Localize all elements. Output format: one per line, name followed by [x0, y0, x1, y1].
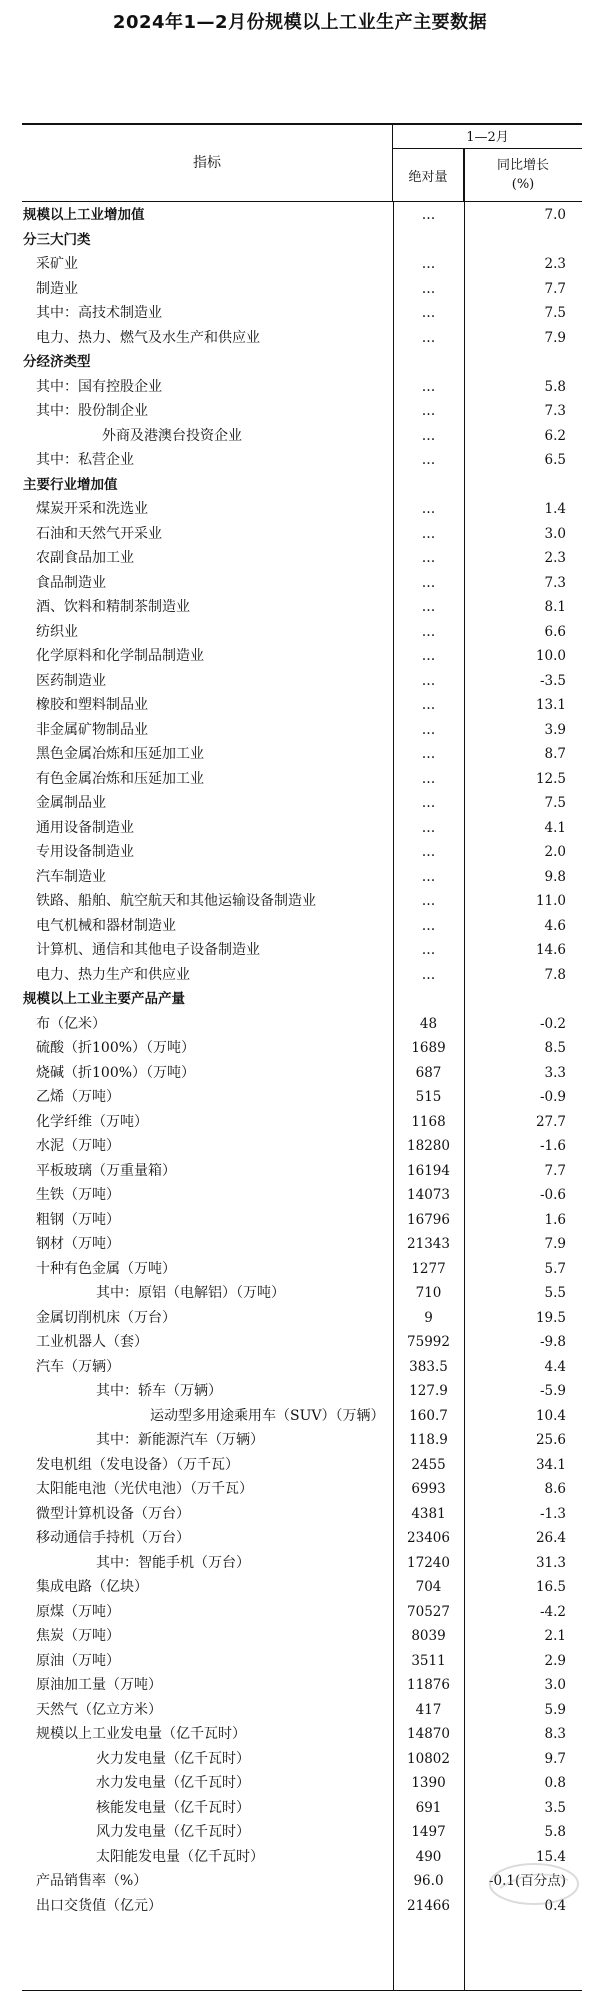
row-yoy-value: 8.7	[544, 746, 566, 762]
row-absolute-value: 4381	[411, 1505, 446, 1522]
row-absolute-value: 1168	[411, 1113, 446, 1130]
row-yoy-value: 4.1	[544, 819, 566, 836]
row-indicator: 有色金属冶炼和压延加工业	[36, 770, 204, 787]
table-row	[22, 1747, 582, 1772]
page-title: 2024年1—2月份规模以上工业生产主要数据	[112, 12, 488, 33]
row-yoy-value: -1.3	[539, 1505, 566, 1522]
row-absolute-value: …	[421, 427, 436, 444]
row-absolute-value: …	[421, 403, 436, 419]
row-absolute-value: 515	[415, 1089, 442, 1105]
row-yoy-value: 8.6	[544, 1481, 566, 1497]
row-indicator: 布（亿米）	[36, 1015, 106, 1032]
table-row	[22, 1600, 582, 1625]
row-absolute-value: 691	[415, 1799, 442, 1816]
row-indicator: 焦炭（万吨）	[36, 1628, 120, 1644]
row-indicator: 钢材（万吨）	[36, 1236, 120, 1252]
table-row	[22, 1649, 582, 1674]
row-indicator: 电气机械和器材制造业	[36, 917, 176, 934]
row-indicator: 主要行业增加值	[23, 476, 118, 493]
table-row	[22, 1183, 582, 1208]
row-absolute-value: 10802	[407, 1750, 450, 1767]
row-yoy-value: 3.0	[544, 1677, 566, 1693]
table-row	[22, 1404, 582, 1429]
table-row	[22, 252, 582, 277]
row-absolute-value: 127.9	[409, 1383, 448, 1399]
table-row	[22, 326, 582, 351]
table-row	[22, 620, 582, 645]
row-yoy-value: -0.2	[539, 1015, 566, 1032]
section-row	[22, 203, 582, 228]
row-yoy-value: 1.6	[544, 1211, 566, 1228]
row-absolute-value: …	[421, 329, 436, 346]
row-yoy-value: 7.7	[544, 1162, 566, 1179]
row-absolute-value: …	[421, 207, 436, 223]
row-absolute-value: …	[421, 525, 436, 542]
row-yoy-value: 8.1	[544, 599, 566, 615]
row-indicator: 分经济类型	[23, 354, 91, 370]
section-row	[22, 228, 582, 253]
row-indicator: 出口交货值（亿元）	[36, 1897, 162, 1914]
table-row	[22, 1575, 582, 1600]
section-row	[22, 987, 582, 1012]
row-indicator: 其中：国有控股企业	[36, 378, 162, 395]
row-absolute-value: 383.5	[409, 1358, 448, 1375]
row-indicator: 酒、饮料和精制茶制造业	[36, 599, 190, 615]
row-indicator: 制造业	[36, 280, 78, 297]
row-absolute-value: …	[421, 893, 436, 909]
row-yoy-value: 7.5	[544, 795, 566, 811]
row-yoy-value: 11.0	[535, 893, 566, 909]
row-indicator: 橡胶和塑料制品业	[36, 697, 148, 713]
table-row	[22, 277, 582, 302]
table-row	[22, 522, 582, 547]
row-indicator: 石油和天然气开采业	[36, 525, 162, 542]
row-absolute-value: …	[421, 550, 436, 566]
row-yoy-value: 2.9	[544, 1652, 566, 1669]
row-yoy-value: 7.3	[544, 574, 566, 591]
row-yoy-value: 8.3	[544, 1726, 566, 1742]
row-indicator: 原油（万吨）	[36, 1652, 120, 1669]
row-absolute-value: 1277	[411, 1260, 446, 1277]
row-indicator: 其中：新能源汽车（万辆）	[96, 1432, 264, 1448]
table-row	[22, 1330, 582, 1355]
row-indicator: 化学原料和化学制品制造业	[36, 648, 204, 664]
watermark-logo	[486, 1858, 582, 1910]
table-row	[22, 1208, 582, 1233]
row-absolute-value: 14870	[407, 1726, 450, 1742]
table-row	[22, 1134, 582, 1159]
row-yoy-value: 7.7	[544, 280, 566, 297]
row-yoy-value: 7.9	[544, 329, 566, 346]
row-indicator: 原油加工量（万吨）	[36, 1677, 162, 1693]
row-absolute-value: 6993	[411, 1481, 446, 1497]
table-row	[22, 840, 582, 865]
row-yoy-value: 3.9	[544, 721, 566, 738]
table-row	[22, 1502, 582, 1527]
row-yoy-value: -0.6	[539, 1187, 566, 1203]
row-indicator: 火力发电量（亿千瓦时）	[96, 1750, 250, 1767]
row-yoy-value: 5.9	[544, 1701, 566, 1718]
row-absolute-value: …	[421, 672, 436, 689]
row-absolute-value: 11876	[407, 1677, 450, 1693]
row-absolute-value: …	[421, 256, 436, 272]
row-indicator: 生铁（万吨）	[36, 1187, 120, 1203]
table-body	[22, 203, 582, 1918]
row-indicator: 纺织业	[36, 623, 78, 640]
table-row	[22, 1428, 582, 1453]
row-indicator: 平板玻璃（万重量箱）	[36, 1162, 176, 1179]
table-row	[22, 1698, 582, 1723]
row-yoy-value: 15.4	[535, 1848, 566, 1865]
row-absolute-value: …	[421, 721, 436, 738]
row-absolute-value: …	[421, 305, 436, 321]
row-yoy-value: 7.3	[544, 403, 566, 419]
table-row	[22, 1771, 582, 1796]
row-yoy-value: -4.2	[539, 1603, 566, 1620]
table-row	[22, 1281, 582, 1306]
row-absolute-value: 75992	[407, 1334, 450, 1350]
row-yoy-value: 3.0	[544, 525, 566, 542]
row-yoy-value: 10.0	[535, 648, 566, 664]
row-yoy-value: 25.6	[535, 1432, 566, 1448]
row-absolute-value: …	[421, 770, 436, 787]
header-yoy-unit: (%)	[511, 177, 535, 192]
table-row	[22, 424, 582, 449]
row-yoy-value: 9.8	[544, 868, 566, 885]
row-indicator: 农副食品加工业	[36, 550, 134, 566]
table-row	[22, 1796, 582, 1821]
row-yoy-value: 4.4	[544, 1358, 566, 1375]
row-absolute-value: 1689	[411, 1040, 446, 1056]
table-row	[22, 1355, 582, 1380]
row-yoy-value: 5.7	[544, 1260, 566, 1277]
row-indicator: 汽车（万辆）	[36, 1358, 120, 1375]
table-row	[22, 1061, 582, 1086]
row-absolute-value: …	[421, 746, 436, 762]
row-indicator: 水力发电量（亿千瓦时）	[96, 1775, 250, 1791]
row-indicator: 十种有色金属（万吨）	[36, 1260, 176, 1277]
table-row	[22, 571, 582, 596]
row-indicator: 烧碱（折100%）（万吨）	[36, 1064, 196, 1081]
row-indicator: 其中：股份制企业	[36, 403, 148, 419]
row-absolute-value: …	[421, 868, 436, 885]
row-absolute-value: 687	[415, 1064, 442, 1081]
row-absolute-value: …	[421, 599, 436, 615]
header-yoy-label: 同比增长	[496, 158, 549, 173]
row-yoy-value: -9.8	[539, 1334, 566, 1350]
row-indicator: 太阳能电池（光伏电池）（万千瓦）	[36, 1481, 253, 1497]
row-yoy-value: 6.5	[544, 452, 566, 468]
table-row	[22, 718, 582, 743]
row-indicator: 金属制品业	[36, 795, 106, 811]
row-indicator: 其中：智能手机（万台）	[96, 1554, 250, 1571]
table-row	[22, 595, 582, 620]
row-indicator: 粗钢（万吨）	[36, 1211, 120, 1228]
row-yoy-value: 2.1	[544, 1628, 566, 1644]
row-indicator: 产品销售率（%）	[36, 1873, 148, 1889]
row-yoy-value: 7.0	[544, 207, 566, 223]
row-indicator: 水泥（万吨）	[36, 1138, 120, 1154]
row-indicator: 专用设备制造业	[36, 844, 134, 860]
table-row	[22, 938, 582, 963]
row-yoy-value: -0.9	[539, 1089, 566, 1105]
table-row	[22, 1722, 582, 1747]
row-absolute-value: …	[421, 819, 436, 836]
row-absolute-value: 14073	[407, 1187, 450, 1203]
row-yoy-value: 8.5	[544, 1040, 566, 1056]
row-indicator: 煤炭开采和洗选业	[36, 501, 148, 517]
row-indicator: 硫酸（折100%）（万吨）	[36, 1040, 196, 1056]
row-absolute-value: 21466	[407, 1897, 450, 1914]
row-indicator: 规模以上工业增加值	[23, 207, 145, 223]
row-indicator: 铁路、船舶、航空航天和其他运输设备制造业	[36, 893, 316, 909]
header-absolute: 绝对量	[393, 149, 464, 201]
section-row	[22, 350, 582, 375]
table-row	[22, 497, 582, 522]
row-indicator: 移动通信手持机（万台）	[36, 1530, 190, 1546]
row-absolute-value: …	[421, 648, 436, 664]
row-absolute-value: 160.7	[409, 1407, 448, 1424]
header-rule	[22, 201, 582, 202]
row-yoy-value: 26.4	[535, 1530, 566, 1546]
row-absolute-value: …	[421, 280, 436, 297]
header-yoy	[464, 149, 582, 201]
row-absolute-value: 417	[415, 1701, 442, 1718]
row-absolute-value: 48	[419, 1015, 438, 1032]
row-absolute-value: 9	[424, 1309, 433, 1326]
row-absolute-value: 17240	[407, 1554, 450, 1571]
row-indicator: 化学纤维（万吨）	[36, 1113, 148, 1130]
table-row	[22, 1551, 582, 1576]
row-yoy-value: 5.5	[544, 1285, 566, 1301]
row-yoy-value: 16.5	[535, 1579, 566, 1595]
row-indicator: 计算机、通信和其他电子设备制造业	[36, 942, 260, 958]
row-absolute-value: …	[421, 917, 436, 934]
row-yoy-value: -3.5	[539, 672, 566, 689]
row-yoy-value: 27.7	[535, 1113, 566, 1130]
table-row	[22, 448, 582, 473]
table-row	[22, 1257, 582, 1282]
table-row	[22, 1306, 582, 1331]
table-header	[22, 123, 582, 201]
row-yoy-value: 6.2	[544, 427, 566, 444]
table-row	[22, 816, 582, 841]
row-yoy-value: 19.5	[535, 1309, 566, 1326]
row-absolute-value: …	[421, 697, 436, 713]
section-row	[22, 473, 582, 498]
table-row	[22, 914, 582, 939]
row-indicator: 其中：原铝（电解铝）（万吨）	[96, 1285, 285, 1301]
row-indicator: 金属切削机床（万台）	[36, 1309, 176, 1326]
row-indicator: 规模以上工业主要产品产量	[23, 991, 185, 1007]
table-row	[22, 1453, 582, 1478]
row-indicator: 外商及港澳台投资企业	[102, 427, 242, 444]
row-yoy-value: -0.1(百分点)	[488, 1873, 566, 1889]
row-absolute-value: …	[421, 795, 436, 811]
row-yoy-value: 14.6	[535, 942, 566, 958]
row-yoy-value: 0.4	[544, 1897, 566, 1914]
row-absolute-value: 1390	[411, 1775, 446, 1791]
table-row	[22, 301, 582, 326]
table-row	[22, 644, 582, 669]
row-absolute-value: …	[421, 452, 436, 468]
row-absolute-value: …	[421, 501, 436, 517]
row-indicator: 电力、热力生产和供应业	[36, 966, 190, 983]
row-absolute-value: …	[421, 844, 436, 860]
table-row	[22, 1159, 582, 1184]
header-indicator: 指标	[22, 123, 393, 201]
row-yoy-value: 5.8	[544, 378, 566, 395]
row-absolute-value: …	[421, 574, 436, 591]
row-yoy-value: 4.6	[544, 917, 566, 934]
table-row	[22, 1036, 582, 1061]
row-indicator: 分三大门类	[23, 231, 91, 248]
row-yoy-value: 10.4	[535, 1407, 566, 1424]
table-row	[22, 1379, 582, 1404]
row-yoy-value: 2.0	[544, 844, 566, 860]
row-absolute-value: 16796	[407, 1211, 450, 1228]
table-row	[22, 546, 582, 571]
row-yoy-value: -5.9	[539, 1383, 566, 1399]
row-absolute-value: …	[421, 966, 436, 983]
row-indicator: 汽车制造业	[36, 868, 106, 885]
table-row	[22, 375, 582, 400]
table-row	[22, 889, 582, 914]
table-row	[22, 1526, 582, 1551]
row-yoy-value: 31.3	[535, 1554, 566, 1571]
row-indicator: 微型计算机设备（万台）	[36, 1505, 190, 1522]
row-indicator: 采矿业	[36, 256, 78, 272]
table-row	[22, 399, 582, 424]
row-yoy-value: 5.8	[544, 1824, 566, 1840]
row-absolute-value: 1497	[411, 1824, 446, 1840]
row-absolute-value: 118.9	[409, 1432, 448, 1448]
row-yoy-value: 34.1	[535, 1456, 566, 1473]
row-indicator: 规模以上工业发电量（亿千瓦时）	[36, 1726, 246, 1742]
row-absolute-value: …	[421, 942, 436, 958]
row-indicator: 运动型多用途乘用车（SUV）（万辆）	[150, 1407, 385, 1424]
table-row	[22, 963, 582, 988]
row-absolute-value: 70527	[407, 1603, 450, 1620]
row-indicator: 风力发电量（亿千瓦时）	[96, 1824, 250, 1840]
table-row	[22, 1232, 582, 1257]
row-indicator: 天然气（亿立方米）	[36, 1701, 162, 1718]
table-row	[22, 1477, 582, 1502]
row-indicator: 电力、热力、燃气及水生产和供应业	[36, 329, 260, 346]
row-absolute-value: …	[421, 378, 436, 395]
table-row	[22, 1673, 582, 1698]
row-absolute-value: 490	[415, 1848, 442, 1865]
row-absolute-value: 23406	[407, 1530, 450, 1546]
row-absolute-value: 21343	[407, 1236, 450, 1252]
table-row	[22, 693, 582, 718]
table-row	[22, 791, 582, 816]
row-yoy-value: 2.3	[544, 550, 566, 566]
row-absolute-value: 3511	[411, 1652, 446, 1669]
row-indicator: 其中：高技术制造业	[36, 305, 162, 321]
row-yoy-value: 7.5	[544, 305, 566, 321]
row-indicator: 食品制造业	[36, 574, 106, 591]
table-row	[22, 1085, 582, 1110]
row-indicator: 非金属矿物制品业	[36, 721, 148, 738]
row-indicator: 核能发电量（亿千瓦时）	[96, 1799, 250, 1816]
row-absolute-value: 710	[415, 1285, 442, 1301]
row-indicator: 其中：私营企业	[36, 452, 134, 468]
header-period: 1—2月	[393, 123, 582, 149]
row-indicator: 太阳能发电量（亿千瓦时）	[96, 1848, 264, 1865]
row-indicator: 发电机组（发电设备）（万千瓦）	[36, 1456, 239, 1473]
row-indicator: 集成电路（亿块）	[36, 1579, 148, 1595]
row-yoy-value: -1.6	[539, 1138, 566, 1154]
table-row	[22, 1012, 582, 1037]
table-row	[22, 1624, 582, 1649]
row-absolute-value: 2455	[411, 1456, 446, 1473]
table-row	[22, 1110, 582, 1135]
row-indicator: 原煤（万吨）	[36, 1603, 120, 1620]
table-row	[22, 865, 582, 890]
row-indicator: 其中：轿车（万辆）	[96, 1383, 222, 1399]
row-absolute-value: 96.0	[413, 1873, 444, 1889]
row-yoy-value: 12.5	[535, 770, 566, 787]
row-yoy-value: 7.8	[544, 966, 566, 983]
row-indicator: 黑色金属冶炼和压延加工业	[36, 746, 204, 762]
table-row	[22, 669, 582, 694]
row-yoy-value: 0.8	[544, 1775, 566, 1791]
row-yoy-value: 2.3	[544, 256, 566, 272]
row-yoy-value: 3.3	[544, 1064, 566, 1081]
row-yoy-value: 6.6	[544, 623, 566, 640]
row-absolute-value: …	[421, 623, 436, 640]
row-absolute-value: 16194	[407, 1162, 450, 1179]
row-indicator: 通用设备制造业	[36, 819, 134, 836]
table-row	[22, 1820, 582, 1845]
row-indicator: 工业机器人（套）	[36, 1334, 148, 1350]
row-yoy-value: 3.5	[544, 1799, 566, 1816]
table-row	[22, 742, 582, 767]
table-row	[22, 767, 582, 792]
row-indicator: 乙烯（万吨）	[36, 1089, 120, 1105]
row-yoy-value: 1.4	[544, 501, 566, 517]
row-indicator: 医药制造业	[36, 672, 106, 689]
row-yoy-value: 9.7	[544, 1750, 566, 1767]
row-absolute-value: 8039	[411, 1628, 446, 1644]
row-yoy-value: 7.9	[544, 1236, 566, 1252]
row-absolute-value: 704	[415, 1579, 442, 1595]
row-yoy-value: 13.1	[535, 697, 566, 713]
row-absolute-value: 18280	[407, 1138, 450, 1154]
